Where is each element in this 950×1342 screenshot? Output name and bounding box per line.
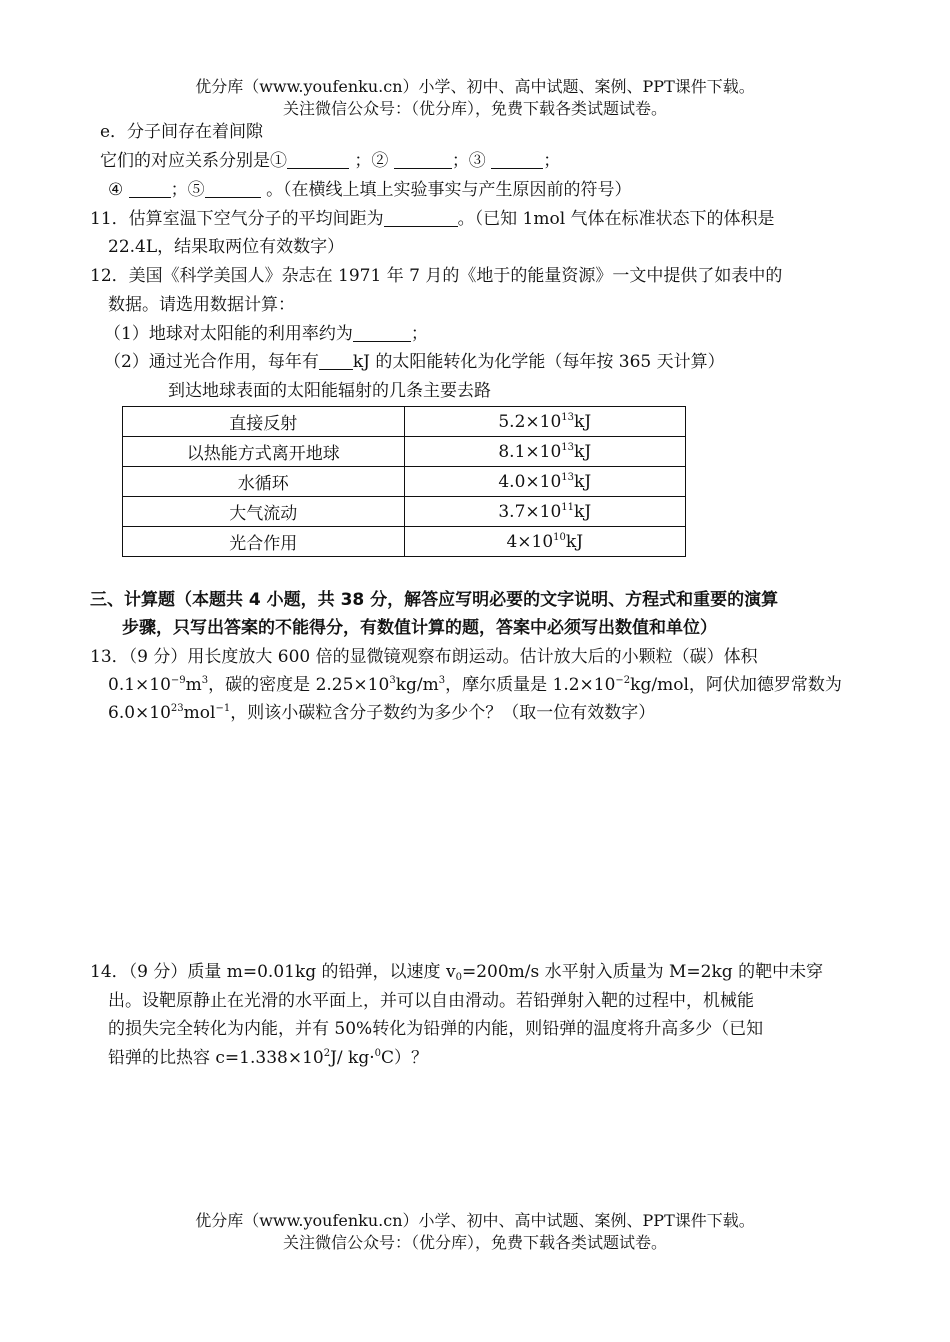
table-cell-label: 光合作用 <box>123 527 405 557</box>
q12-sub-1: （1）地球对太阳能的利用率约为 ； <box>104 324 428 344</box>
table-cell-value: $5.2\times 10^{13}kJ$ <box>404 407 686 437</box>
q12-blank-2[interactable] <box>319 351 353 370</box>
blank-3[interactable] <box>491 150 543 169</box>
page-header <box>0 76 950 120</box>
q13-line-1: 13．（9 分）用长度放大 600 倍的显微镜观察布朗运动。估计放大后的小颗粒（碳）体积 <box>90 647 758 667</box>
q12-blank-1[interactable] <box>353 323 411 342</box>
footer-line-1: 优分库（www.youfenku.cn）小学、初中、高中试题、案例、PPT课件下载。 <box>195 1211 755 1230</box>
q10-answer-line-1: 它们的对应关系分别是① ；② ；③ ； <box>100 151 561 171</box>
energy-table <box>122 406 686 557</box>
q13-line-3: $6.0\times 10^{23}mol^{-1}$，则该小碳粒含分子数约为多少个？（取一位有效数字） <box>108 703 656 723</box>
table-row <box>123 407 686 437</box>
table-cell-label: 直接反射 <box>123 407 405 437</box>
blank-4[interactable] <box>129 179 171 198</box>
blank-2[interactable] <box>394 150 452 169</box>
table-cell-value: $3.7\times 10^{11}kJ$ <box>404 497 686 527</box>
q13-line-2: $0.1\times 10^{-9}m^3$，碳的密度是 $2.25\times 10^3kg/m^3$，摩尔质量是 $1.2\times 10^{-2}kg$/mol，阿伏加德罗常数为 <box>108 675 842 695</box>
section-3-title-cont: 步骤，只写出答案的不能得分，有数值计算的题，答案中必须写出数值和单位） <box>122 618 717 638</box>
q12-line-2: 数据。请选用数据计算： <box>108 295 295 315</box>
q14-line-2: 出。设靶原静止在光滑的水平面上，并可以自由滑动。若铅弹射入靶的过程中，机械能 <box>108 991 754 1011</box>
table-row <box>123 527 686 557</box>
table-cell-label: 大气流动 <box>123 497 405 527</box>
q10-answer-line-2: ④ ；⑤ 。（在横线上填上实验事实与产生原因前的符号） <box>108 180 632 200</box>
q11-line-2: 22.4L，结果取两位有效数字） <box>108 237 345 257</box>
q14-line-4: 铅弹的比热容 $c=1.338\times 10^2J/$ kg·$^0$C）？ <box>108 1048 429 1068</box>
header-line-2: 关注微信公众号：（优分库），免费下载各类试题试卷。 <box>282 99 667 118</box>
header-line-1: 优分库（www.youfenku.cn）小学、初中、高中试题、案例、PPT课件下载。 <box>195 77 755 96</box>
page-footer <box>0 1210 950 1254</box>
blank-1[interactable] <box>287 150 349 169</box>
q11-line-1: 11．估算室温下空气分子的平均间距为 。（已知 1mol 气体在标准状态下的体积是 <box>90 209 775 229</box>
table-row <box>123 497 686 527</box>
q12-sub-2: （2）通过光合作用，每年有 kJ 的太阳能转化为化学能（每年按 365 天计算） <box>104 352 725 372</box>
q14-line-1: 14．（9 分）质量 m=0.01kg 的铅弹，以速度 $v_0=200m/s$ 水平射入质量为 M=2kg 的靶中未穿 <box>90 962 824 983</box>
table-cell-value: $4\times 10^{10}kJ$ <box>404 527 686 557</box>
table-cell-label: 以热能方式离开地球 <box>123 437 405 467</box>
section-3-title: 三、计算题（本题共 4 小题，共 38 分，解答应写明必要的文字说明、方程式和重要的演算 <box>90 590 779 610</box>
blank-5[interactable] <box>205 179 261 198</box>
q12-line-1: 12．美国《科学美国人》杂志在 1971 年 7 月的《地于的能量资源》一文中提供了如表中的 <box>90 266 783 286</box>
q14-line-3: 的损失完全转化为内能，并有 50%转化为铅弹的内能，则铅弹的温度将升高多少（已知 <box>108 1019 764 1039</box>
table-cell-value: $4.0\times 10^{13}kJ$ <box>404 467 686 497</box>
table-row <box>123 437 686 467</box>
q10-item-e: e．分子间存在着间隙 <box>100 122 264 142</box>
footer-line-2: 关注微信公众号：（优分库），免费下载各类试题试卷。 <box>282 1233 667 1252</box>
table-cell-label: 水循环 <box>123 467 405 497</box>
table-caption: 到达地球表面的太阳能辐射的几条主要去路 <box>168 381 491 401</box>
q11-blank[interactable] <box>384 208 458 227</box>
table-cell-value: $8.1\times 10^{13}kJ$ <box>404 437 686 467</box>
table-row <box>123 467 686 497</box>
